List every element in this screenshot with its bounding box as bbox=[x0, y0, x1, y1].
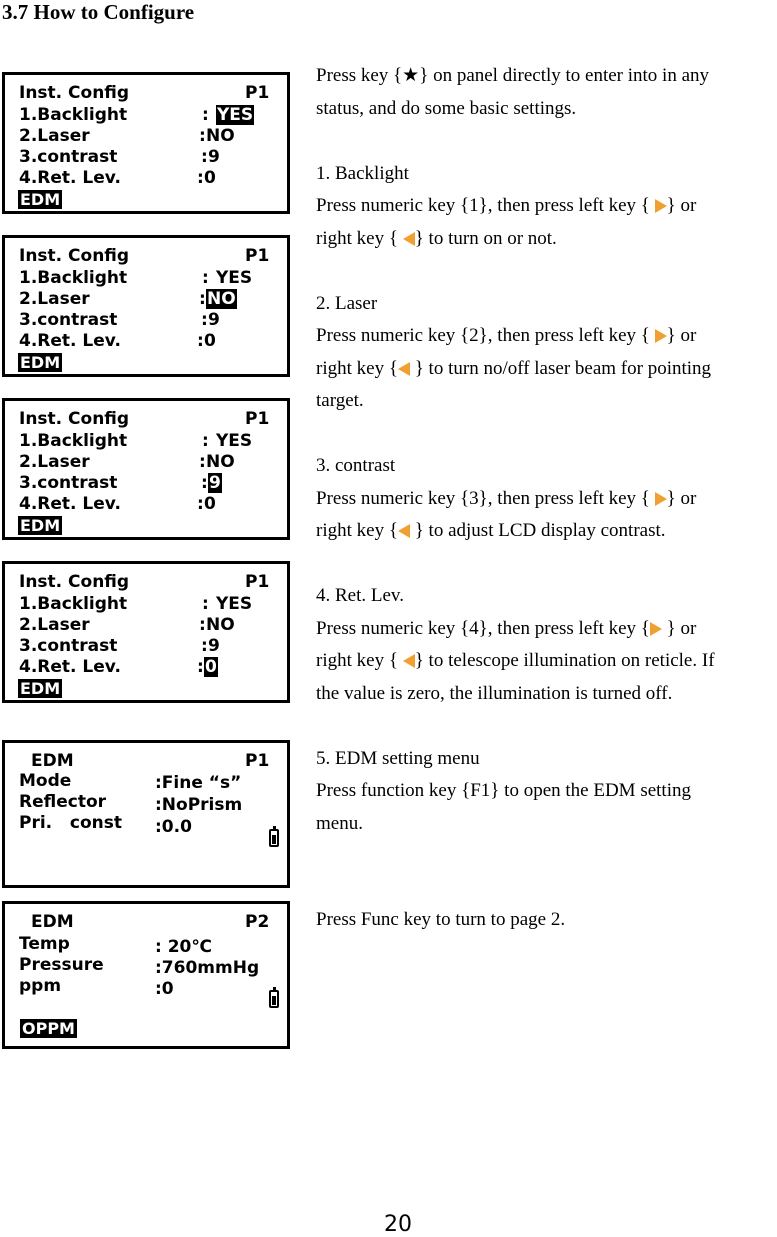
paragraph-text: menu. bbox=[316, 812, 363, 834]
lcd-title: Inst. Config bbox=[19, 246, 130, 266]
lcd-row-value-selected: 0 bbox=[205, 657, 217, 677]
lcd-page: P2 bbox=[245, 912, 270, 932]
lcd-row-sep: : bbox=[199, 452, 206, 472]
paragraph-text: right key { bbox=[316, 227, 398, 249]
lcd-row-label: 3.contrast bbox=[19, 636, 118, 656]
lcd-row-sep: : bbox=[199, 126, 206, 146]
lcd-row-sep: : bbox=[202, 268, 215, 288]
lcd-row-value-selected: 9 bbox=[209, 473, 221, 493]
lcd-page: P1 bbox=[245, 246, 270, 266]
paragraph-text: the value is zero, the illumination is turned off. bbox=[316, 682, 673, 704]
lcd-row-label: 3.contrast bbox=[19, 473, 118, 493]
lcd-title: EDM bbox=[31, 912, 74, 932]
instructions-block bbox=[316, 60, 777, 840]
lcd-row-label: 1.Backlight bbox=[19, 594, 128, 614]
lcd-row-value: :760mmHg bbox=[155, 958, 260, 978]
lcd-row-label: 2.Laser bbox=[19, 126, 90, 146]
lcd-row-label: Reflector bbox=[19, 792, 107, 812]
lcd-row-value: NO bbox=[206, 452, 235, 472]
lcd-page: P1 bbox=[245, 83, 270, 103]
lcd-title: Inst. Config bbox=[19, 572, 130, 592]
lcd-row-label: 2.Laser bbox=[19, 289, 90, 309]
paragraph-text: Press Func key to turn to page 2. bbox=[316, 909, 566, 930]
section-title: 2. Laser bbox=[316, 292, 378, 314]
lcd-row-sep: : bbox=[201, 147, 208, 167]
arrow-left-icon bbox=[403, 654, 415, 668]
lcd-row-value: 0 bbox=[204, 331, 216, 351]
lcd-row-label: ppm bbox=[19, 976, 62, 996]
section-title: 5. EDM setting menu bbox=[316, 747, 480, 769]
page2-note bbox=[316, 904, 777, 937]
lcd-row-sep: : bbox=[197, 657, 204, 677]
paragraph-text: } or bbox=[666, 325, 697, 346]
lcd-row-value: NO bbox=[206, 615, 235, 635]
paragraph-text: Press numeric key {3}, then press left key { bbox=[316, 487, 650, 509]
lcd-row-label: 4.Ret. Lev. bbox=[19, 494, 121, 514]
softkey-edm[interactable]: EDM bbox=[20, 353, 61, 372]
section-title: 4. Ret. Lev. bbox=[316, 585, 404, 606]
lcd-row-sep: : bbox=[199, 289, 206, 309]
lcd-row-sep: : bbox=[197, 168, 204, 188]
lcd-row-label: 3.contrast bbox=[19, 310, 118, 330]
lcd-row-value: 9 bbox=[208, 147, 220, 167]
lcd-screen-ret-lev bbox=[2, 561, 290, 703]
section-heading: 3.7 How to Configure bbox=[2, 0, 195, 24]
lcd-row-sep: : bbox=[202, 431, 215, 451]
lcd-row-label: 3.contrast bbox=[19, 147, 118, 167]
paragraph-text: right key { bbox=[316, 357, 398, 379]
lcd-row-sep: : bbox=[199, 615, 206, 635]
lcd-row-value: :Fine “s” bbox=[155, 773, 242, 793]
page-number: 20 bbox=[384, 1212, 412, 1237]
lcd-page: P1 bbox=[245, 572, 270, 592]
lcd-row-label: Temp bbox=[19, 934, 70, 954]
lcd-screen-contrast bbox=[2, 398, 290, 540]
paragraph-text: } to turn no/off laser beam for pointing bbox=[414, 357, 712, 379]
paragraph-text: right key { bbox=[316, 520, 398, 541]
lcd-row-value-selected: YES bbox=[217, 105, 254, 125]
paragraph-text: target. bbox=[316, 390, 364, 411]
lcd-row-sep: : bbox=[197, 494, 204, 514]
lcd-row-value: 0 bbox=[204, 168, 216, 188]
lcd-row-value: : 20℃ bbox=[155, 937, 212, 957]
lcd-row-label: 4.Ret. Lev. bbox=[19, 168, 121, 188]
lcd-row-value-selected: NO bbox=[207, 289, 236, 309]
lcd-title: Inst. Config bbox=[19, 83, 130, 103]
lcd-row-label: 2.Laser bbox=[19, 615, 90, 635]
battery-icon bbox=[269, 829, 279, 847]
softkey-edm[interactable]: EDM bbox=[20, 190, 61, 209]
lcd-row-label: 4.Ret. Lev. bbox=[19, 657, 121, 677]
lcd-row-label: 1.Backlight bbox=[19, 431, 128, 451]
lcd-row-value: :0.0 bbox=[155, 817, 192, 837]
paragraph-text: } to adjust LCD display contrast. bbox=[414, 520, 666, 541]
arrow-right-icon bbox=[655, 199, 667, 213]
lcd-row-label: 1.Backlight bbox=[19, 268, 128, 288]
lcd-screen-laser bbox=[2, 235, 290, 377]
lcd-page: P1 bbox=[245, 409, 270, 429]
lcd-row-sep: : bbox=[202, 594, 215, 614]
paragraph-text: } or bbox=[666, 195, 697, 216]
section-title: 3. contrast bbox=[316, 455, 396, 476]
paragraph-text: right key { bbox=[316, 650, 398, 671]
arrow-left-icon bbox=[398, 524, 410, 538]
lcd-row-label: 4.Ret. Lev. bbox=[19, 331, 121, 351]
section-title: 1. Backlight bbox=[316, 162, 409, 184]
arrow-left-icon bbox=[398, 362, 410, 376]
lcd-row-value: :0 bbox=[155, 979, 174, 999]
lcd-page: P1 bbox=[245, 751, 270, 771]
paragraph-text: } or bbox=[666, 617, 697, 639]
paragraph-text: } to turn on or not. bbox=[414, 227, 557, 249]
lcd-row-value: :NoPrism bbox=[155, 795, 243, 815]
lcd-title: EDM bbox=[31, 751, 74, 771]
arrow-right-icon bbox=[650, 622, 662, 636]
paragraph-text: } to telescope illumination on reticle. If bbox=[414, 650, 715, 671]
lcd-row-value: YES bbox=[216, 431, 253, 451]
lcd-row-sep: : bbox=[202, 105, 215, 125]
lcd-screen-edm-p2 bbox=[2, 901, 290, 1049]
lcd-row-value: NO bbox=[206, 126, 235, 146]
lcd-row-value: YES bbox=[216, 268, 253, 288]
arrow-left-icon bbox=[403, 232, 415, 246]
lcd-row-label: Pressure bbox=[19, 955, 104, 975]
lcd-row-value: 0 bbox=[204, 494, 216, 514]
paragraph-text: Press numeric key {1}, then press left key { bbox=[316, 195, 650, 216]
softkey-oppm[interactable]: OPPM bbox=[22, 1019, 75, 1038]
lcd-row-value: 9 bbox=[208, 310, 220, 330]
lcd-row-label: 2.Laser bbox=[19, 452, 90, 472]
intro-line: status, and do some basic settings. bbox=[316, 97, 577, 119]
paragraph-text: Press numeric key {4}, then press left key { bbox=[316, 617, 650, 639]
lcd-row-sep: : bbox=[201, 473, 208, 493]
lcd-screen-edm-p1 bbox=[2, 740, 290, 888]
softkey-edm[interactable]: EDM bbox=[20, 516, 61, 535]
intro-line: Press key {★} on panel directly to enter into in any bbox=[316, 65, 710, 86]
lcd-screen-backlight bbox=[2, 72, 290, 214]
lcd-row-label: Pri. const bbox=[19, 813, 122, 833]
arrow-right-icon bbox=[655, 492, 667, 506]
lcd-title: Inst. Config bbox=[19, 409, 130, 429]
softkey-edm[interactable]: EDM bbox=[20, 679, 61, 698]
lcd-row-label: Mode bbox=[19, 771, 72, 791]
paragraph-text: Press function key {F1} to open the EDM setting bbox=[316, 780, 691, 801]
lcd-row-value: YES bbox=[216, 594, 253, 614]
lcd-row-sep: : bbox=[201, 310, 208, 330]
paragraph-text: } or bbox=[666, 487, 697, 509]
lcd-row-label: 1.Backlight bbox=[19, 105, 128, 125]
lcd-row-value: 9 bbox=[208, 636, 220, 656]
paragraph-text: Press numeric key {2}, then press left key { bbox=[316, 325, 650, 346]
battery-icon bbox=[269, 990, 279, 1008]
arrow-right-icon bbox=[655, 329, 667, 343]
lcd-row-sep: : bbox=[201, 636, 208, 656]
lcd-row-sep: : bbox=[197, 331, 204, 351]
